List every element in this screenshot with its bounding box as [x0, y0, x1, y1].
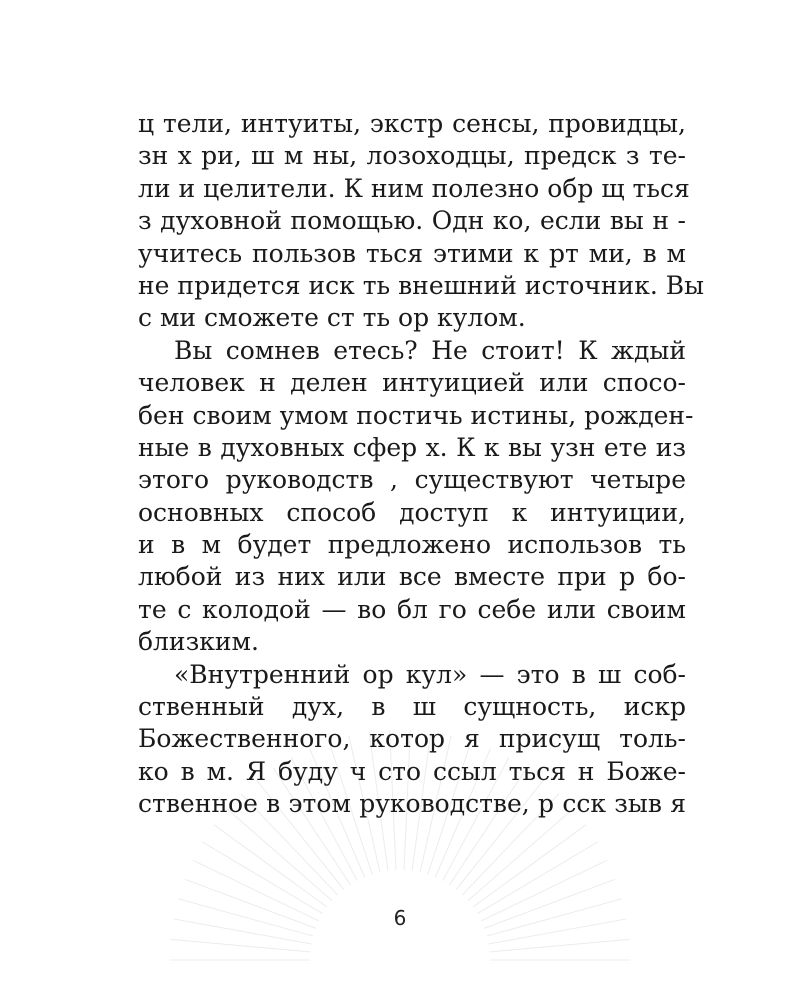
text-line: з духовной помощью. Одн ко, если вы н -: [138, 206, 686, 236]
paragraph: [138, 659, 686, 821]
text-line: Вы сомнев етесь? Не стоит! К ждый: [174, 335, 686, 365]
text-line: ные в духовных сфер х. К к вы узн ете из: [138, 432, 686, 462]
text-line: ко в м. Я буду ч сто ссыл ться н Боже-: [138, 756, 686, 786]
text-line: этого руководств , существуют четыре: [138, 465, 686, 495]
text-line: ственное в этом руководстве, р сск зыв я: [138, 789, 686, 819]
text-line: основных способ доступ к интуиции,: [138, 497, 686, 527]
body-text: [138, 108, 704, 821]
paragraph: [138, 335, 694, 659]
text-line: близким.: [138, 627, 259, 657]
text-line: любой из них или все вместе при р бо-: [138, 562, 686, 592]
text-line: ли и целители. К ним полезно обр щ ться: [138, 173, 690, 203]
page-number: 6: [393, 906, 407, 930]
text-line: ц тели, интуиты, экстр сенсы, провидцы,: [138, 109, 686, 138]
text-line: те с колодой — во бл го себе или своим: [138, 594, 686, 624]
sunburst-ray: [203, 842, 323, 914]
text-line: с ми сможете ст ть ор кулом.: [138, 303, 526, 333]
text-line: не придется иск ть внешний источник. Вы: [138, 270, 704, 300]
sunburst-ray: [171, 939, 310, 952]
paragraph: [138, 108, 704, 335]
text-line: «Внутренний ор кул» — это в ш соб-: [174, 659, 686, 689]
text-line: Божественного, котор я присущ толь-: [138, 724, 686, 754]
sunburst-ray: [490, 939, 629, 952]
text-line: учитесь пользов ться этими к рт ми, в м: [138, 238, 686, 268]
text-line: и в м будет предложено использов ть: [138, 530, 686, 560]
text-line: бен своим умом постичь истины, рожден-: [138, 400, 694, 430]
text-line: ственный дух, в ш сущность, искр: [138, 692, 686, 722]
text-line: человек н делен интуицией или спосо-: [138, 368, 686, 398]
text-line: зн х ри, ш м ны, лозоходцы, предск з те-: [138, 141, 686, 171]
sunburst-ray: [477, 842, 597, 914]
